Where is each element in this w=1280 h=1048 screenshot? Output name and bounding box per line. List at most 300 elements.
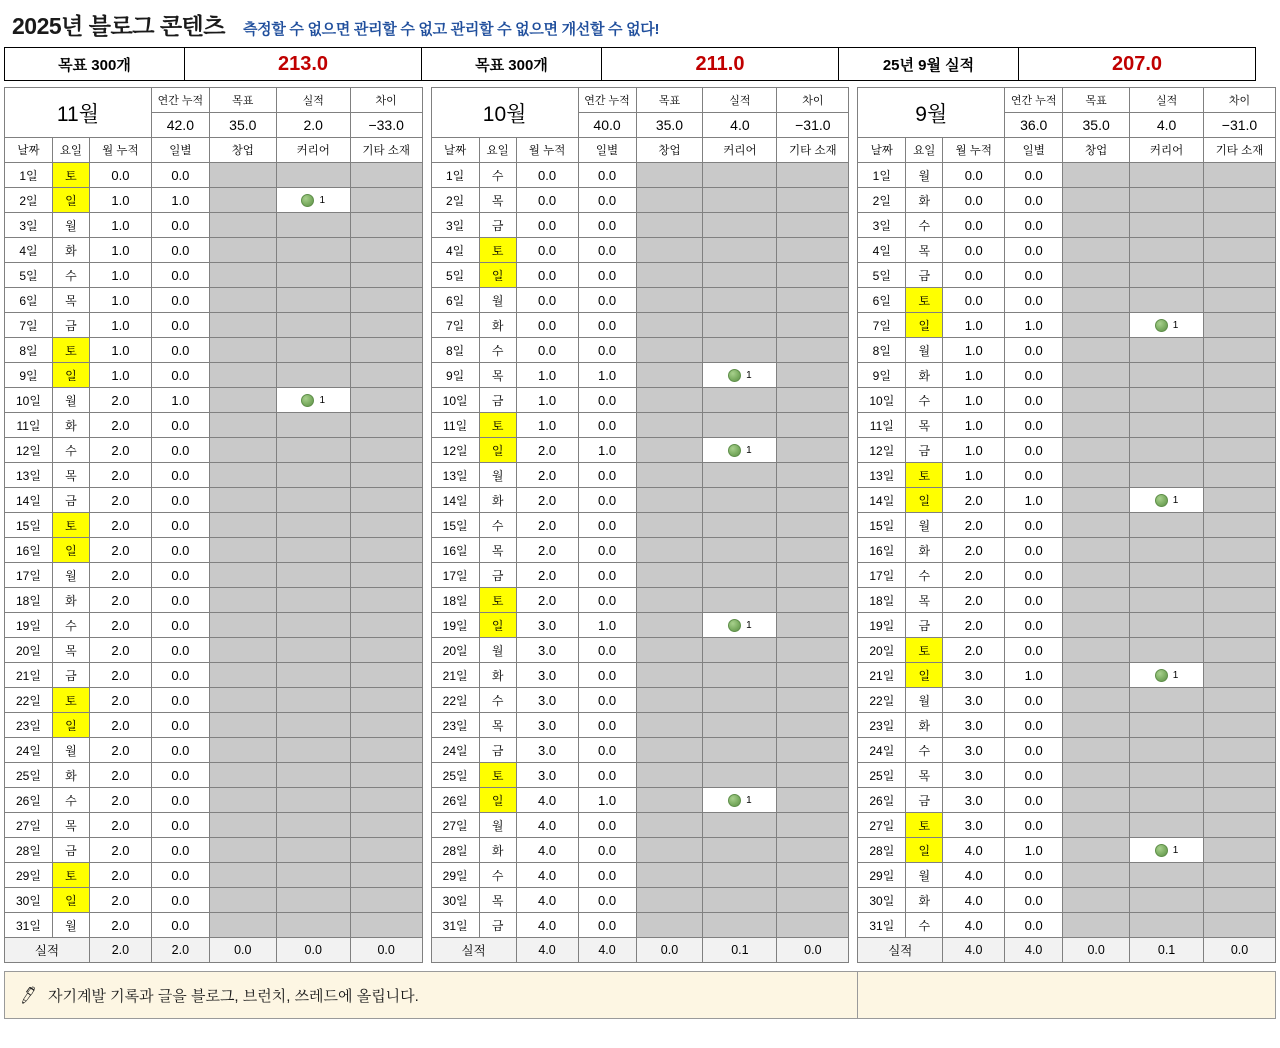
cell-other-topic[interactable] [350, 538, 422, 563]
cell-career[interactable] [703, 738, 777, 763]
cell-startup[interactable] [1063, 463, 1130, 488]
cell-career[interactable] [276, 188, 350, 213]
cell-other-topic[interactable] [350, 713, 422, 738]
cell-career[interactable] [703, 813, 777, 838]
cell-career[interactable] [1130, 163, 1204, 188]
cell-career[interactable] [703, 338, 777, 363]
cell-startup[interactable] [209, 813, 276, 838]
cell-career[interactable] [703, 288, 777, 313]
cell-other-topic[interactable] [1204, 813, 1276, 838]
cell-other-topic[interactable] [350, 913, 422, 938]
cell-startup[interactable] [636, 288, 703, 313]
cell-startup[interactable] [636, 813, 703, 838]
cell-career[interactable] [276, 713, 350, 738]
cell-other-topic[interactable] [777, 413, 849, 438]
cell-career[interactable] [1130, 513, 1204, 538]
cell-startup[interactable] [209, 263, 276, 288]
cell-other-topic[interactable] [777, 538, 849, 563]
cell-other-topic[interactable] [1204, 288, 1276, 313]
cell-other-topic[interactable] [1204, 838, 1276, 863]
cell-startup[interactable] [1063, 738, 1130, 763]
cell-other-topic[interactable] [777, 613, 849, 638]
cell-career[interactable] [1130, 488, 1204, 513]
cell-startup[interactable] [636, 538, 703, 563]
cell-career[interactable] [1130, 538, 1204, 563]
cell-other-topic[interactable] [350, 413, 422, 438]
cell-other-topic[interactable] [1204, 463, 1276, 488]
cell-startup[interactable] [209, 913, 276, 938]
cell-other-topic[interactable] [1204, 163, 1276, 188]
cell-startup[interactable] [1063, 263, 1130, 288]
cell-career[interactable] [703, 188, 777, 213]
cell-startup[interactable] [636, 213, 703, 238]
cell-other-topic[interactable] [350, 688, 422, 713]
cell-startup[interactable] [636, 613, 703, 638]
cell-career[interactable] [1130, 688, 1204, 713]
cell-other-topic[interactable] [777, 638, 849, 663]
cell-other-topic[interactable] [777, 188, 849, 213]
cell-startup[interactable] [636, 838, 703, 863]
cell-startup[interactable] [209, 688, 276, 713]
cell-career[interactable] [1130, 238, 1204, 263]
cell-other-topic[interactable] [1204, 613, 1276, 638]
cell-other-topic[interactable] [350, 888, 422, 913]
cell-daily: 0.0 [578, 413, 636, 438]
cell-startup[interactable] [1063, 588, 1130, 613]
cell-startup[interactable] [209, 513, 276, 538]
cell-career[interactable] [276, 488, 350, 513]
cell-career[interactable] [1130, 463, 1204, 488]
cell-daily: 0.0 [1005, 238, 1063, 263]
cell-startup[interactable] [636, 463, 703, 488]
cell-career[interactable] [1130, 813, 1204, 838]
cell-career[interactable] [703, 163, 777, 188]
cell-other-topic[interactable] [350, 338, 422, 363]
cell-startup[interactable] [1063, 838, 1130, 863]
cell-other-topic[interactable] [777, 288, 849, 313]
cell-career[interactable] [1130, 638, 1204, 663]
cell-month-cumulative: 3.0 [943, 688, 1005, 713]
cell-career[interactable] [703, 538, 777, 563]
cell-other-topic[interactable] [1204, 913, 1276, 938]
cell-other-topic[interactable] [1204, 238, 1276, 263]
cell-startup[interactable] [636, 913, 703, 938]
cell-career[interactable] [703, 763, 777, 788]
cell-startup[interactable] [209, 788, 276, 813]
cell-other-topic[interactable] [777, 738, 849, 763]
cell-other-topic[interactable] [1204, 338, 1276, 363]
cell-startup[interactable] [209, 388, 276, 413]
cell-career[interactable] [703, 263, 777, 288]
cell-career[interactable] [703, 713, 777, 738]
cell-career[interactable] [276, 538, 350, 563]
cell-startup[interactable] [636, 713, 703, 738]
cell-other-topic[interactable] [777, 463, 849, 488]
cell-startup[interactable] [209, 188, 276, 213]
cell-career[interactable] [276, 563, 350, 588]
cell-career[interactable] [1130, 663, 1204, 688]
cell-date: 29일 [5, 863, 53, 888]
cell-other-topic[interactable] [350, 838, 422, 863]
cell-career[interactable] [703, 888, 777, 913]
cell-other-topic[interactable] [777, 788, 849, 813]
cell-startup[interactable] [209, 213, 276, 238]
cell-startup[interactable] [636, 488, 703, 513]
cell-other-topic[interactable] [777, 163, 849, 188]
cell-startup[interactable] [209, 488, 276, 513]
cell-other-topic[interactable] [777, 713, 849, 738]
cell-startup[interactable] [209, 738, 276, 763]
cell-other-topic[interactable] [350, 813, 422, 838]
cell-other-topic[interactable] [1204, 363, 1276, 388]
cell-career[interactable] [276, 463, 350, 488]
cell-startup[interactable] [636, 413, 703, 438]
cell-other-topic[interactable] [1204, 263, 1276, 288]
cell-career[interactable] [1130, 713, 1204, 738]
cell-startup[interactable] [1063, 613, 1130, 638]
cell-career[interactable] [1130, 888, 1204, 913]
cell-other-topic[interactable] [1204, 213, 1276, 238]
cell-startup[interactable] [1063, 238, 1130, 263]
cell-other-topic[interactable] [350, 213, 422, 238]
cell-career[interactable] [276, 688, 350, 713]
cell-career[interactable] [703, 588, 777, 613]
cell-career[interactable] [703, 638, 777, 663]
cell-startup[interactable] [1063, 338, 1130, 363]
cell-startup[interactable] [636, 388, 703, 413]
cell-career[interactable] [703, 663, 777, 688]
cell-other-topic[interactable] [350, 313, 422, 338]
cell-other-topic[interactable] [777, 563, 849, 588]
cell-other-topic[interactable] [777, 513, 849, 538]
cell-career[interactable] [703, 913, 777, 938]
cell-startup[interactable] [636, 588, 703, 613]
cell-other-topic[interactable] [777, 688, 849, 713]
green-dot-icon [728, 444, 741, 457]
cell-startup[interactable] [636, 663, 703, 688]
cell-other-topic[interactable] [1204, 638, 1276, 663]
cell-startup[interactable] [1063, 763, 1130, 788]
cell-startup[interactable] [1063, 663, 1130, 688]
table-row [5, 388, 423, 413]
cell-career[interactable] [1130, 863, 1204, 888]
cell-career[interactable] [276, 788, 350, 813]
cell-career[interactable] [1130, 438, 1204, 463]
cell-career[interactable] [1130, 263, 1204, 288]
cell-other-topic[interactable] [350, 438, 422, 463]
cell-career[interactable] [1130, 738, 1204, 763]
cell-career[interactable] [1130, 838, 1204, 863]
cell-startup[interactable] [636, 238, 703, 263]
cell-career[interactable] [276, 438, 350, 463]
cell-career[interactable] [1130, 763, 1204, 788]
table-row [5, 638, 423, 663]
cell-startup[interactable] [1063, 388, 1130, 413]
cell-career[interactable] [1130, 413, 1204, 438]
cell-startup[interactable] [209, 538, 276, 563]
cell-career[interactable] [276, 263, 350, 288]
cell-career[interactable] [276, 238, 350, 263]
cell-career[interactable] [276, 288, 350, 313]
cell-month-cumulative: 0.0 [516, 338, 578, 363]
cell-career[interactable] [1130, 563, 1204, 588]
cell-startup[interactable] [636, 363, 703, 388]
cell-career[interactable] [1130, 363, 1204, 388]
cell-other-topic[interactable] [1204, 738, 1276, 763]
cell-startup[interactable] [636, 788, 703, 813]
cell-other-topic[interactable] [777, 338, 849, 363]
cell-startup[interactable] [1063, 188, 1130, 213]
cell-startup[interactable] [209, 563, 276, 588]
cell-career[interactable] [703, 863, 777, 888]
cell-other-topic[interactable] [1204, 188, 1276, 213]
cell-startup[interactable] [209, 713, 276, 738]
cell-startup[interactable] [1063, 538, 1130, 563]
cell-other-topic[interactable] [350, 638, 422, 663]
cell-other-topic[interactable] [777, 363, 849, 388]
cell-other-topic[interactable] [777, 238, 849, 263]
cell-other-topic[interactable] [350, 563, 422, 588]
cell-other-topic[interactable] [1204, 438, 1276, 463]
cell-startup[interactable] [1063, 513, 1130, 538]
cell-startup[interactable] [209, 763, 276, 788]
cell-career[interactable] [276, 838, 350, 863]
cell-other-topic[interactable] [1204, 538, 1276, 563]
cell-startup[interactable] [209, 238, 276, 263]
cell-date: 31일 [431, 913, 479, 938]
table-row [858, 238, 1276, 263]
cell-other-topic[interactable] [350, 663, 422, 688]
cell-career[interactable] [276, 163, 350, 188]
cell-career[interactable] [703, 488, 777, 513]
cell-career[interactable] [276, 213, 350, 238]
cell-other-topic[interactable] [777, 913, 849, 938]
cell-startup[interactable] [209, 638, 276, 663]
cell-career[interactable] [1130, 188, 1204, 213]
cell-weekday: 일 [52, 888, 89, 913]
cell-startup[interactable] [1063, 638, 1130, 663]
cell-date: 10일 [431, 388, 479, 413]
cell-career[interactable] [703, 388, 777, 413]
cell-startup[interactable] [209, 438, 276, 463]
cell-other-topic[interactable] [1204, 663, 1276, 688]
cell-other-topic[interactable] [1204, 513, 1276, 538]
cell-career[interactable] [276, 863, 350, 888]
cell-startup[interactable] [1063, 313, 1130, 338]
cell-other-topic[interactable] [1204, 788, 1276, 813]
cell-career[interactable] [276, 813, 350, 838]
cell-career[interactable] [703, 238, 777, 263]
cell-career[interactable] [703, 563, 777, 588]
cell-career[interactable] [276, 588, 350, 613]
cell-startup[interactable] [636, 688, 703, 713]
cell-startup[interactable] [209, 313, 276, 338]
cell-startup[interactable] [209, 588, 276, 613]
cell-other-topic[interactable] [1204, 888, 1276, 913]
cell-startup[interactable] [636, 763, 703, 788]
cell-career[interactable] [276, 338, 350, 363]
cell-career[interactable] [1130, 588, 1204, 613]
cell-startup[interactable] [636, 163, 703, 188]
cell-startup[interactable] [1063, 913, 1130, 938]
cell-career[interactable] [276, 388, 350, 413]
cell-career[interactable] [1130, 338, 1204, 363]
cell-career[interactable] [276, 888, 350, 913]
cell-weekday: 목 [479, 538, 516, 563]
cell-startup[interactable] [1063, 163, 1130, 188]
cell-other-topic[interactable] [350, 788, 422, 813]
cell-career[interactable] [1130, 788, 1204, 813]
cell-startup[interactable] [636, 513, 703, 538]
cell-career[interactable] [703, 363, 777, 388]
cell-other-topic[interactable] [350, 588, 422, 613]
cell-career[interactable] [1130, 613, 1204, 638]
cell-career[interactable] [703, 613, 777, 638]
cell-other-topic[interactable] [777, 588, 849, 613]
cell-career[interactable] [1130, 913, 1204, 938]
cell-other-topic[interactable] [1204, 863, 1276, 888]
cell-startup[interactable] [636, 738, 703, 763]
cell-career[interactable] [1130, 313, 1204, 338]
cell-startup[interactable] [1063, 413, 1130, 438]
table-row [858, 713, 1276, 738]
cell-career[interactable] [1130, 288, 1204, 313]
cell-career[interactable] [703, 213, 777, 238]
cell-other-topic[interactable] [350, 613, 422, 638]
cell-other-topic[interactable] [350, 488, 422, 513]
cell-other-topic[interactable] [777, 888, 849, 913]
cell-startup[interactable] [209, 413, 276, 438]
cell-startup[interactable] [209, 838, 276, 863]
cell-startup[interactable] [1063, 713, 1130, 738]
cell-startup[interactable] [209, 888, 276, 913]
cell-career[interactable] [276, 313, 350, 338]
cell-startup[interactable] [636, 888, 703, 913]
cell-date: 22일 [431, 688, 479, 713]
cell-startup[interactable] [209, 338, 276, 363]
cell-career[interactable] [276, 638, 350, 663]
cell-startup[interactable] [636, 338, 703, 363]
cell-career[interactable] [703, 313, 777, 338]
cell-other-topic[interactable] [1204, 413, 1276, 438]
cell-career[interactable] [1130, 388, 1204, 413]
cell-startup[interactable] [209, 163, 276, 188]
cell-career[interactable] [703, 413, 777, 438]
table-row [431, 738, 849, 763]
cell-startup[interactable] [1063, 363, 1130, 388]
cell-other-topic[interactable] [350, 738, 422, 763]
cell-other-topic[interactable] [777, 313, 849, 338]
cell-startup[interactable] [1063, 438, 1130, 463]
cell-career[interactable] [276, 513, 350, 538]
cell-other-topic[interactable] [350, 288, 422, 313]
cell-other-topic[interactable] [350, 188, 422, 213]
cell-other-topic[interactable] [777, 663, 849, 688]
cell-career[interactable] [703, 688, 777, 713]
cell-startup[interactable] [209, 663, 276, 688]
cell-other-topic[interactable] [350, 463, 422, 488]
cell-other-topic[interactable] [1204, 588, 1276, 613]
cell-career[interactable] [1130, 213, 1204, 238]
cell-career[interactable] [276, 763, 350, 788]
cell-other-topic[interactable] [1204, 388, 1276, 413]
cell-career[interactable] [276, 663, 350, 688]
cell-other-topic[interactable] [350, 863, 422, 888]
cell-career[interactable] [276, 613, 350, 638]
cell-startup[interactable] [636, 638, 703, 663]
table-footer-row [431, 938, 849, 963]
cell-other-topic[interactable] [777, 488, 849, 513]
cell-date: 6일 [858, 288, 906, 313]
cell-other-topic[interactable] [777, 763, 849, 788]
cell-other-topic[interactable] [777, 263, 849, 288]
cell-other-topic[interactable] [350, 388, 422, 413]
cell-other-topic[interactable] [777, 863, 849, 888]
cell-startup[interactable] [636, 863, 703, 888]
cell-startup[interactable] [209, 863, 276, 888]
cell-career[interactable] [703, 463, 777, 488]
cell-startup[interactable] [636, 188, 703, 213]
cell-other-topic[interactable] [777, 813, 849, 838]
cell-career[interactable] [276, 913, 350, 938]
cell-career[interactable] [276, 738, 350, 763]
cell-other-topic[interactable] [350, 513, 422, 538]
cell-other-topic[interactable] [777, 213, 849, 238]
cell-other-topic[interactable] [1204, 713, 1276, 738]
cell-other-topic[interactable] [350, 238, 422, 263]
cell-other-topic[interactable] [1204, 313, 1276, 338]
cell-month-cumulative: 4.0 [943, 888, 1005, 913]
cell-startup[interactable] [1063, 563, 1130, 588]
cell-startup[interactable] [209, 463, 276, 488]
footer-row-value: 4.0 [943, 938, 1005, 963]
cell-career[interactable] [703, 438, 777, 463]
cell-other-topic[interactable] [350, 763, 422, 788]
cell-other-topic[interactable] [1204, 563, 1276, 588]
cell-other-topic[interactable] [350, 363, 422, 388]
cell-startup[interactable] [636, 563, 703, 588]
cell-career[interactable] [703, 513, 777, 538]
cell-startup[interactable] [1063, 788, 1130, 813]
cell-startup[interactable] [1063, 863, 1130, 888]
cell-startup[interactable] [1063, 213, 1130, 238]
cell-startup[interactable] [1063, 888, 1130, 913]
cell-startup[interactable] [209, 288, 276, 313]
cell-other-topic[interactable] [1204, 763, 1276, 788]
cell-other-topic[interactable] [1204, 488, 1276, 513]
cell-startup[interactable] [1063, 813, 1130, 838]
cell-other-topic[interactable] [350, 163, 422, 188]
cell-startup[interactable] [1063, 288, 1130, 313]
cell-startup[interactable] [636, 263, 703, 288]
cell-other-topic[interactable] [1204, 688, 1276, 713]
cell-startup[interactable] [1063, 488, 1130, 513]
cell-career[interactable] [276, 363, 350, 388]
cell-startup[interactable] [209, 613, 276, 638]
cell-other-topic[interactable] [350, 263, 422, 288]
cell-startup[interactable] [636, 313, 703, 338]
cell-other-topic[interactable] [777, 838, 849, 863]
cell-startup[interactable] [636, 438, 703, 463]
cell-career[interactable] [276, 413, 350, 438]
cell-other-topic[interactable] [777, 388, 849, 413]
cell-startup[interactable] [1063, 688, 1130, 713]
cell-daily: 0.0 [578, 338, 636, 363]
cell-other-topic[interactable] [777, 438, 849, 463]
cell-career[interactable] [703, 788, 777, 813]
cell-startup[interactable] [209, 363, 276, 388]
cell-career[interactable] [703, 838, 777, 863]
